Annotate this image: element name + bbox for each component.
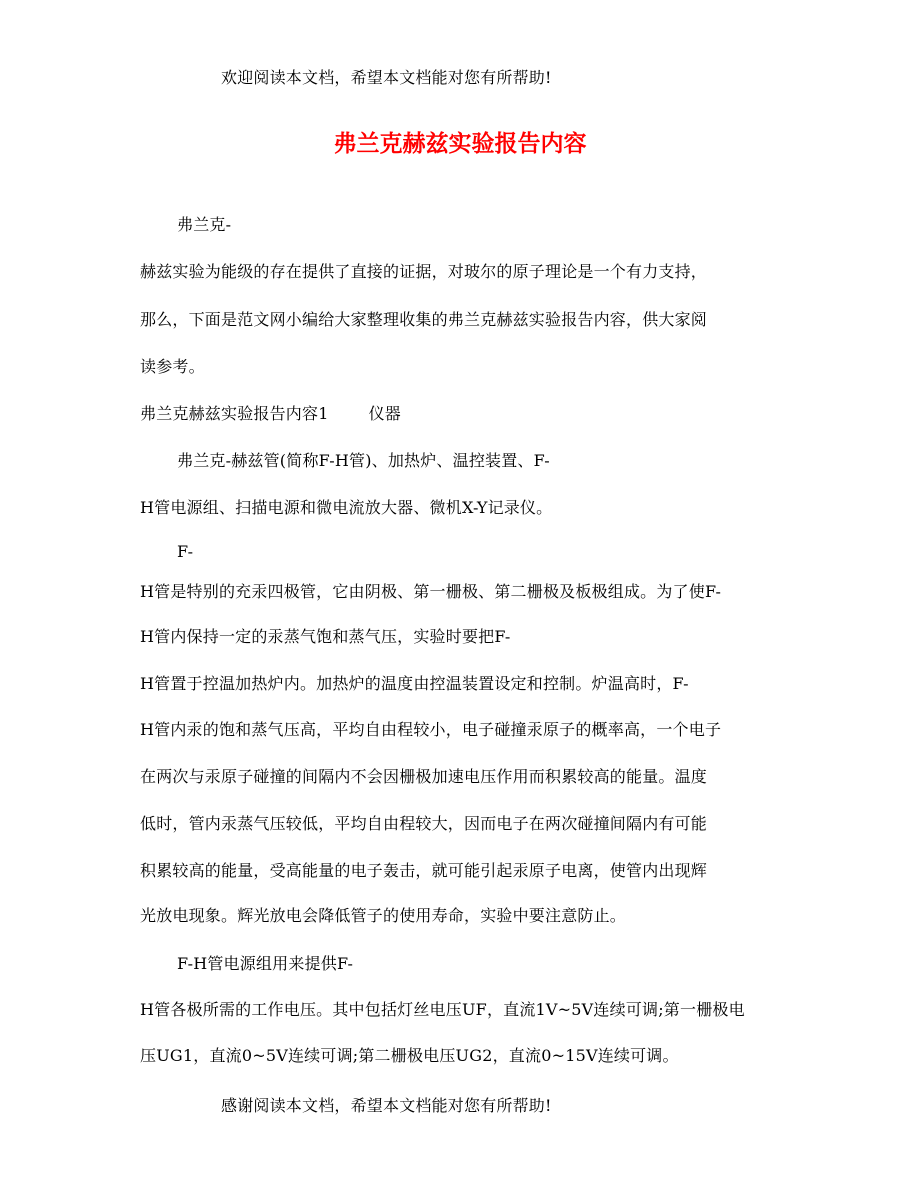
page-title: 弗兰克赫兹实验报告内容 [333,130,587,157]
paragraph-line: F- [177,542,194,561]
paragraph-line: H管是特别的充汞四极管，它由阴极、第一栅极、第二栅极及板极组成。为了使F- [140,582,722,601]
paragraph-line: H管内汞的饱和蒸气压高，平均自由程较小，电子碰撞汞原子的概率高，一个电子 [140,720,722,739]
paragraph-line: 那么，下面是范文网小编给大家整理收集的弗兰克赫兹实验报告内容，供大家阅 [140,310,708,329]
paragraph-line: 积累较高的能量，受高能量的电子轰击，就可能引起汞原子电离，使管内出现辉 [140,861,708,880]
paragraph-line: 弗兰克-赫兹管(简称F-H管)、加热炉、温控装置、F- [177,451,550,470]
paragraph-line: 在两次与汞原子碰撞的间隔内不会因栅极加速电压作用而积累较高的能量。温度 [140,767,708,786]
paragraph-line: H管电源组、扫描电源和微电流放大器、微机X-Y记录仪。 [140,498,553,517]
section-heading-subtitle: 仪器 [368,404,401,423]
section-heading [140,404,401,424]
paragraph-line: F-H管电源组用来提供F- [177,954,354,973]
paragraph-line: H管置于控温加热炉内。加热炉的温度由控温装置设定和控制。炉温高时，F- [140,674,689,693]
paragraph-line: 低时，管内汞蒸气压较低，平均自由程较大，因而电子在两次碰撞间隔内有可能 [140,814,708,833]
paragraph-line: H管内保持一定的汞蒸气饱和蒸气压，实验时要把F- [140,627,511,646]
paragraph-line: H管各极所需的工作电压。其中包括灯丝电压UF，直流1V~5V连续可调;第一栅极电 [140,1000,745,1019]
paragraph-line: 赫兹实验为能级的存在提供了直接的证据，对玻尔的原子理论是一个有力支持， [140,262,708,281]
paragraph-line: 压UG1，直流0~5V连续可调;第二栅极电压UG2，直流0~15V连续可调。 [140,1046,679,1065]
paragraph-line: 弗兰克- [177,215,232,234]
paragraph-line: 读参考。 [140,357,205,376]
paragraph-line: 光放电现象。辉光放电会降低管子的使用寿命，实验中要注意防止。 [140,906,627,925]
section-heading-title: 弗兰克赫兹实验报告内容1 [140,404,329,423]
header-text: 欢迎阅读本文档，希望本文档能对您有所帮助! [221,68,552,87]
footer-text: 感谢阅读本文档，希望本文档能对您有所帮助! [221,1096,552,1115]
